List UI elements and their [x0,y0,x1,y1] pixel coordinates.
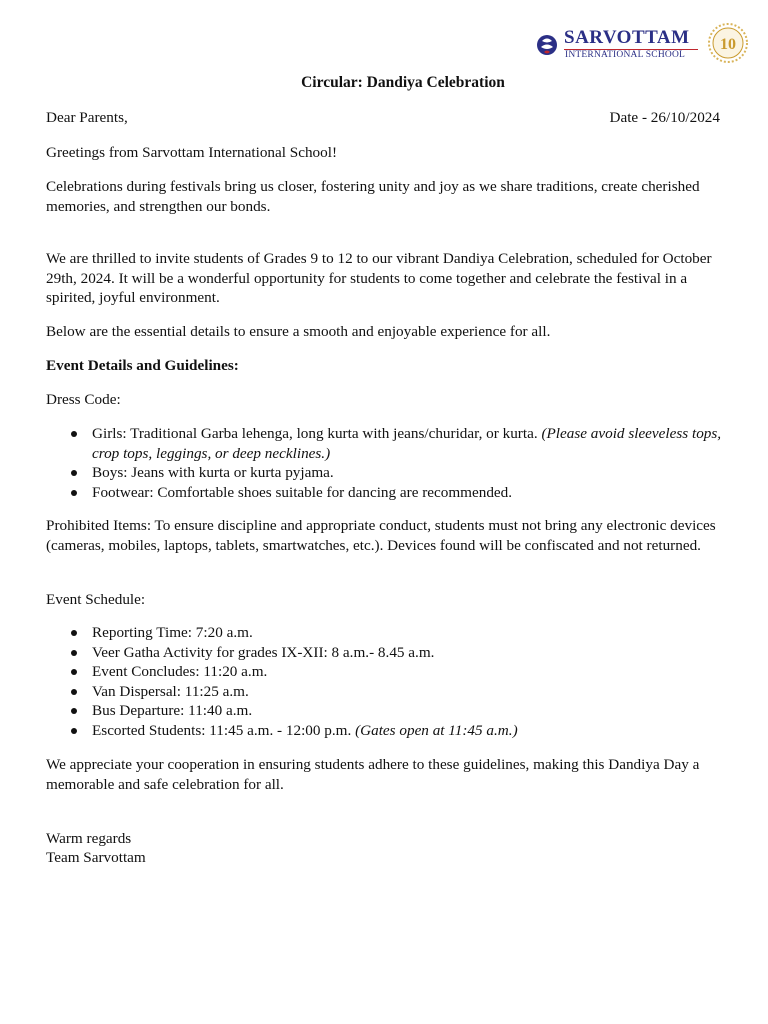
signoff: Warm regards [46,830,132,847]
list-item-text: Event Concludes: 11:20 a.m. [92,663,268,680]
event-schedule-list [46,623,736,740]
list-item-text: Girls: Traditional Garba lehenga, long kurta with jeans/churidar, or kurta. [92,425,542,442]
list-item-text: Bus Departure: 11:40 a.m. [92,702,253,719]
closing-paragraph: We appreciate your cooperation in ensuring students adhere to these guidelines, making this Dandiya Day a memorable and safe celebration for all. [46,756,700,793]
event-schedule-heading: Event Schedule: [46,591,146,608]
list-item [46,721,736,741]
list-item-text: Footwear: Comfortable shoes suitable for dancing are recommended. [92,483,513,501]
list-item [46,662,736,682]
list-item [46,701,736,721]
list-item-note: (Please avoid sleeveless tops, crop tops, leggings, or deep necklines.) [92,425,722,462]
list-item [46,623,736,643]
brand-name: SARVOTTAM [564,27,690,48]
list-item [46,483,736,503]
dress-code-heading: Dress Code: [46,391,121,408]
list-item [46,643,736,663]
circular-date: Date - 26/10/2024 [609,109,720,126]
list-item [46,424,736,463]
list-item-text: Van Dispersal: 11:25 a.m. [92,682,249,700]
event-details-heading: Event Details and Guidelines: [46,357,239,374]
list-item-note: (Gates open at 11:45 a.m.) [355,721,518,739]
list-item-text: Reporting Time: 7:20 a.m. [92,624,253,641]
school-logo [534,22,749,66]
anniversary-badge-icon [707,22,749,64]
dress-code-list [46,424,736,502]
prohibited-items-paragraph: Prohibited Items: To ensure discipline and appropriate conduct, students must not bring any electronic devices (cameras, mobiles, laptops, tablets, smartwatches, etc.). Devices found will be confiscated and not returned. [46,517,716,554]
list-item [46,682,736,702]
list-item-text: Veer Gatha Activity for grades IX-XII: 8 a.m.- 8.45 a.m. [92,643,435,661]
signature: Team Sarvottam [46,849,146,866]
list-item-text: Boys: Jeans with kurta or kurta pyjama. [92,464,334,481]
paragraph-festivals: Celebrations during festivals bring us closer, fostering unity and joy as we share traditions, create cherished memories, and strengthen our bonds. [46,178,700,215]
page-title: Circular: Dandiya Celebration [301,74,505,91]
anniversary-number: 10 [720,36,736,53]
greeting: Greetings from Sarvottam International School! [46,144,338,161]
brand-subtitle: INTERNATIONAL SCHOOL [565,50,686,60]
school-emblem-icon [536,32,558,58]
paragraph-invitation: We are thrilled to invite students of Grades 9 to 12 to our vibrant Dandiya Celebration, scheduled for October 29th, 2024. It will be a wonderful opportunity for students to come together and celebrate the festival in a spirited, joyful environment. [46,250,712,306]
paragraph-details: Below are the essential details to ensure a smooth and enjoyable experience for all. [46,323,551,340]
salutation: Dear Parents, [46,109,128,126]
list-item-text: Escorted Students: 11:45 a.m. - 12:00 p.m. [92,721,356,739]
list-item [46,463,736,483]
